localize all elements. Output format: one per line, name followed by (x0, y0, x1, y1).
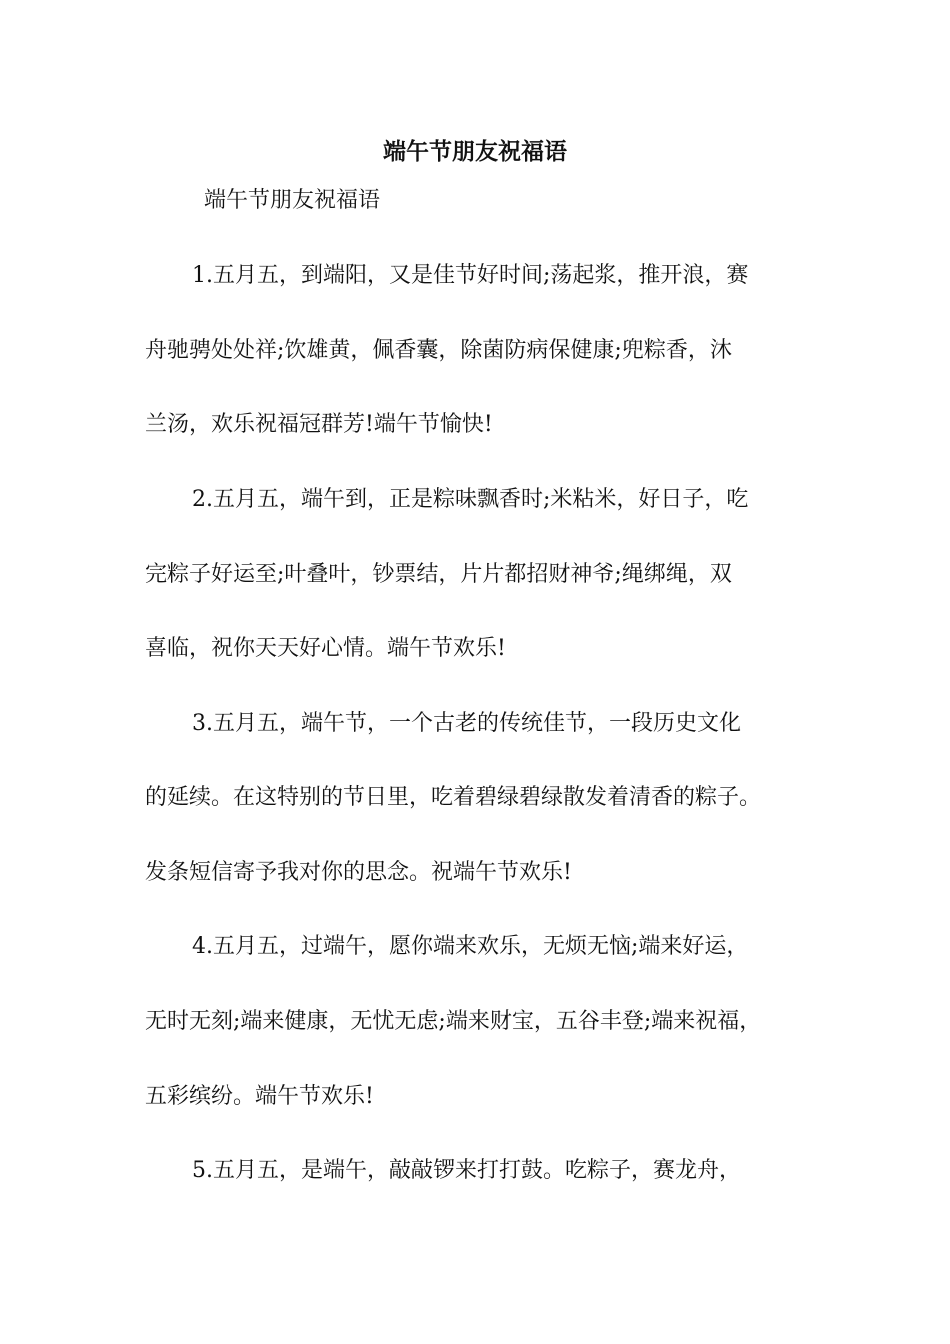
paragraph-1-line-1: 1.五月五，到端阳，又是佳节好时间;荡起浆，推开浪，赛 (192, 263, 749, 288)
paragraph-1-line-3: 兰汤，欢乐祝福冠群芳!端午节愉快! (145, 412, 493, 437)
document-title: 端午节朋友祝福语 (383, 138, 567, 165)
paragraph-4-line-2: 无时无刻;端来健康，无忧无虑;端来财宝，五谷丰登;端来祝福， (145, 1009, 762, 1034)
paragraph-3-line-1: 3.五月五，端午节，一个古老的传统佳节，一段历史文化 (192, 711, 741, 736)
document-subtitle: 端午节朋友祝福语 (204, 188, 381, 213)
paragraph-4-line-3: 五彩缤纷。端午节欢乐! (145, 1084, 374, 1109)
paragraph-4-line-1: 4.五月五，过端午，愿你端来欢乐，无烦无恼;端来好运， (192, 934, 749, 959)
paragraph-2-line-2: 完粽子好运至;叶叠叶，钞票结，片片都招财神爷;绳绑绳，双 (145, 562, 732, 587)
paragraph-2-line-3: 喜临，祝你天天好心情。端午节欢乐! (145, 636, 506, 661)
paragraph-2-line-1: 2.五月五，端午到，正是粽味飘香时;米粘米，好日子，吃 (192, 487, 749, 512)
paragraph-1-line-2: 舟驰骋处处祥;饮雄黄，佩香囊，除菌防病保健康;兜粽香，沐 (145, 338, 732, 363)
paragraph-3-line-2: 的延续。在这特别的节日里，吃着碧绿碧绿散发着清香的粽子。 (145, 785, 762, 810)
paragraph-3-line-3: 发条短信寄予我对你的思念。祝端午节欢乐! (145, 860, 572, 885)
paragraph-5-line-1: 5.五月五，是端午，敲敲锣来打打鼓。吃粽子，赛龙舟， (192, 1158, 741, 1183)
